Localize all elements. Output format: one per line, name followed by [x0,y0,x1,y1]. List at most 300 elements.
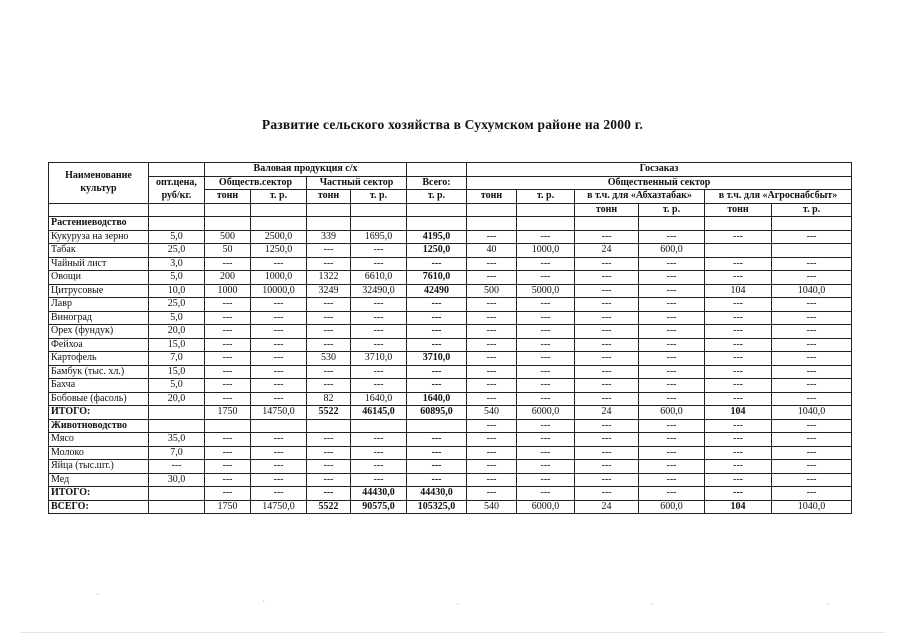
value-cell: --- [307,365,351,379]
value-cell: 1000,0 [517,244,575,258]
section-label: Растениеводство [49,217,149,231]
header-abkhaz: в т.ч. для «Абхазтабак» [575,190,705,204]
value-cell: --- [307,473,351,487]
value-cell: --- [575,379,639,393]
value-cell: 14750,0 [251,500,307,514]
scan-mark: · [456,600,460,611]
table-row [49,325,852,339]
value-cell: --- [772,230,852,244]
value-cell: 1040,0 [772,406,852,420]
value-cell: --- [467,379,517,393]
value-cell: --- [639,284,705,298]
table-row [49,257,852,271]
value-cell: --- [351,325,407,339]
value-cell: --- [639,338,705,352]
value-cell: --- [575,460,639,474]
crop-name: Картофель [49,352,149,366]
value-cell: --- [639,325,705,339]
value-cell: --- [467,487,517,501]
crop-name: Виноград [49,311,149,325]
header-tr: т. р. [517,190,575,204]
crop-name: ИТОГО: [49,406,149,420]
value-cell: --- [517,487,575,501]
table-row [49,365,852,379]
value-cell: 44430,0 [407,487,467,501]
value-cell: --- [517,338,575,352]
header-tr: т. р. [351,190,407,204]
opt-price [149,500,205,514]
value-cell: --- [517,298,575,312]
value-cell: --- [251,257,307,271]
value-cell: --- [205,433,251,447]
value-cell: --- [467,433,517,447]
value-cell: 24 [575,500,639,514]
opt-price [149,217,205,231]
value-cell: 600,0 [639,500,705,514]
value-cell: --- [467,257,517,271]
value-cell: --- [705,338,772,352]
value-cell: --- [351,365,407,379]
value-cell: --- [407,325,467,339]
value-cell: 600,0 [639,244,705,258]
header-tonn: тонн [205,190,251,204]
scan-mark: · [826,600,830,611]
value-cell: --- [205,460,251,474]
header-tr: т. р. [639,203,705,217]
value-cell: --- [772,338,852,352]
value-cell: 500 [467,284,517,298]
value-cell: --- [517,365,575,379]
value-cell [307,419,351,433]
value-cell: --- [772,392,852,406]
crop-name: Бобовые (фасоль) [49,392,149,406]
value-cell: 1250,0 [407,244,467,258]
value-cell: --- [307,487,351,501]
value-cell: --- [772,257,852,271]
value-cell: 1040,0 [772,284,852,298]
value-cell [772,244,852,258]
page-edge [20,632,885,633]
value-cell: --- [575,284,639,298]
table-row [49,284,852,298]
scan-mark: · [96,590,100,601]
value-cell: --- [251,379,307,393]
value-cell: --- [772,271,852,285]
section-row [49,419,852,433]
table-row [49,392,852,406]
value-cell: --- [772,325,852,339]
crop-name: Фейхоа [49,338,149,352]
header-tr: т. р. [772,203,852,217]
header-opt-price: опт.цена, руб/кг. [149,176,205,203]
value-cell: --- [772,433,852,447]
value-cell: --- [467,311,517,325]
value-cell: --- [705,446,772,460]
value-cell: --- [639,473,705,487]
opt-price: 25,0 [149,298,205,312]
header-goszakaz: Госзаказ [467,163,852,177]
value-cell: --- [639,379,705,393]
value-cell [407,217,467,231]
value-cell: --- [351,433,407,447]
section-row [49,217,852,231]
value-cell: --- [575,419,639,433]
crop-name: Чайный лист [49,257,149,271]
value-cell: --- [772,487,852,501]
opt-price: 5,0 [149,311,205,325]
value-cell: --- [251,352,307,366]
opt-price: 7,0 [149,352,205,366]
value-cell: --- [639,433,705,447]
value-cell: --- [351,338,407,352]
value-cell: --- [705,487,772,501]
value-cell: --- [575,473,639,487]
value-cell: --- [351,244,407,258]
header-gross: Валовая продукция с/х [205,163,407,177]
page-title: Развитие сельского хозяйства в Сухумском районе на 2000 г. [261,117,644,132]
crop-name: Цитрусовые [49,284,149,298]
value-cell [705,217,772,231]
value-cell: --- [251,365,307,379]
crop-name: Орех (фундук) [49,325,149,339]
crop-name: Молоко [49,446,149,460]
value-cell: 339 [307,230,351,244]
value-cell: 1750 [205,500,251,514]
value-cell: --- [251,338,307,352]
opt-price: --- [149,460,205,474]
value-cell: --- [251,325,307,339]
value-cell: --- [639,392,705,406]
value-cell: --- [467,460,517,474]
value-cell: 10000,0 [251,284,307,298]
value-cell: 3710,0 [407,352,467,366]
value-cell: --- [467,271,517,285]
table-row [49,244,852,258]
value-cell: --- [467,473,517,487]
value-cell: --- [251,473,307,487]
value-cell: 1640,0 [407,392,467,406]
value-cell: --- [639,352,705,366]
value-cell: --- [639,271,705,285]
value-cell: --- [251,392,307,406]
crop-name: Овощи [49,271,149,285]
value-cell: 600,0 [639,406,705,420]
value-cell: --- [772,473,852,487]
opt-price: 25,0 [149,244,205,258]
value-cell: --- [351,379,407,393]
value-cell [705,244,772,258]
value-cell: 540 [467,500,517,514]
value-cell: --- [517,446,575,460]
value-cell: 82 [307,392,351,406]
value-cell: --- [517,257,575,271]
value-cell: --- [705,257,772,271]
value-cell: 24 [575,244,639,258]
value-cell: --- [351,473,407,487]
table-row [49,298,852,312]
value-cell: --- [351,446,407,460]
scan-mark: · [650,600,654,611]
value-cell: --- [251,298,307,312]
value-cell: --- [772,446,852,460]
value-cell: --- [772,460,852,474]
value-cell: --- [205,446,251,460]
value-cell: 46145,0 [351,406,407,420]
value-cell: 2500,0 [251,230,307,244]
value-cell [772,217,852,231]
header-private-sector: Частный сектор [307,176,407,190]
value-cell: --- [205,352,251,366]
value-cell: --- [639,487,705,501]
value-cell: 105325,0 [407,500,467,514]
table-row [49,433,852,447]
header-tr: т. р. [407,190,467,204]
value-cell [307,217,351,231]
value-cell: --- [205,298,251,312]
value-cell: 104 [705,284,772,298]
value-cell [351,217,407,231]
value-cell: --- [251,460,307,474]
header-total: Всего: [407,176,467,190]
value-cell [575,217,639,231]
table-row [49,338,852,352]
value-cell: 1640,0 [351,392,407,406]
value-cell: 1750 [205,406,251,420]
table-row [49,446,852,460]
value-cell: --- [705,271,772,285]
value-cell: 1040,0 [772,500,852,514]
value-cell: --- [772,298,852,312]
value-cell: --- [772,419,852,433]
value-cell: --- [517,379,575,393]
value-cell: 5000,0 [517,284,575,298]
value-cell: 4195,0 [407,230,467,244]
value-cell: 5522 [307,500,351,514]
table-row [49,460,852,474]
value-cell: --- [407,338,467,352]
opt-price: 20,0 [149,392,205,406]
crop-name: ИТОГО: [49,487,149,501]
crop-name: ВСЕГО: [49,500,149,514]
value-cell: --- [705,433,772,447]
value-cell: 1322 [307,271,351,285]
value-cell: --- [467,446,517,460]
section-label: Животноводство [49,419,149,433]
table-row [49,271,852,285]
value-cell: --- [639,298,705,312]
opt-price [149,487,205,501]
value-cell: --- [467,419,517,433]
header-tonn: тонн [705,203,772,217]
value-cell: --- [251,446,307,460]
value-cell: --- [351,460,407,474]
value-cell: --- [517,473,575,487]
value-cell: --- [575,311,639,325]
value-cell: 3249 [307,284,351,298]
value-cell: --- [407,298,467,312]
value-cell: --- [517,311,575,325]
value-cell: --- [517,460,575,474]
value-cell: 5522 [307,406,351,420]
value-cell: 24 [575,406,639,420]
opt-price: 10,0 [149,284,205,298]
value-cell: --- [351,311,407,325]
value-cell: --- [307,298,351,312]
value-cell: 104 [705,406,772,420]
value-cell: --- [251,433,307,447]
header-tr: т. р. [251,190,307,204]
opt-price [149,419,205,433]
value-cell: --- [467,365,517,379]
value-cell: --- [575,446,639,460]
value-cell: --- [639,230,705,244]
value-cell [517,217,575,231]
value-cell: --- [407,257,467,271]
value-cell: --- [351,298,407,312]
value-cell: --- [467,298,517,312]
value-cell: 40 [467,244,517,258]
value-cell: --- [772,379,852,393]
value-cell: 90575,0 [351,500,407,514]
header-agro: в т.ч. для «Агроснабсбыт» [705,190,852,204]
opt-price: 5,0 [149,271,205,285]
value-cell: --- [307,244,351,258]
value-cell: 32490,0 [351,284,407,298]
header-public-sector-full: Общественный сектор [467,176,852,190]
value-cell [639,217,705,231]
value-cell: 6000,0 [517,500,575,514]
value-cell: --- [205,487,251,501]
value-cell: --- [705,352,772,366]
value-cell [407,419,467,433]
value-cell: 1250,0 [251,244,307,258]
value-cell: --- [467,230,517,244]
value-cell: --- [772,352,852,366]
table-row [49,473,852,487]
value-cell: --- [705,392,772,406]
grand-total-row [49,500,852,514]
value-cell: --- [705,460,772,474]
value-cell: --- [575,230,639,244]
crop-name: Кукуруза на зерно [49,230,149,244]
value-cell: --- [575,338,639,352]
opt-price: 5,0 [149,230,205,244]
value-cell: 44430,0 [351,487,407,501]
value-cell: --- [575,325,639,339]
value-cell: --- [705,298,772,312]
table-row [49,230,852,244]
value-cell: --- [639,460,705,474]
value-cell: --- [639,446,705,460]
value-cell: --- [407,311,467,325]
value-cell: --- [575,271,639,285]
value-cell [205,217,251,231]
value-cell: 1000,0 [251,271,307,285]
header-tonn: тонн [575,203,639,217]
value-cell: --- [639,257,705,271]
header-crop-name: Наименование культур [49,163,149,204]
value-cell [251,419,307,433]
table-row [49,311,852,325]
value-cell: 6000,0 [517,406,575,420]
opt-price: 15,0 [149,338,205,352]
opt-price: 35,0 [149,433,205,447]
value-cell: --- [307,446,351,460]
value-cell: --- [575,352,639,366]
value-cell: --- [467,392,517,406]
crop-name: Бамбук (тыс. хл.) [49,365,149,379]
value-cell: --- [205,379,251,393]
value-cell: --- [772,365,852,379]
crop-name: Бахча [49,379,149,393]
value-cell: --- [205,338,251,352]
value-cell: --- [307,338,351,352]
value-cell: --- [639,311,705,325]
value-cell: 50 [205,244,251,258]
header-tonn: тонн [307,190,351,204]
value-cell [205,419,251,433]
header-public-sector: Обществ.сектор [205,176,307,190]
value-cell: --- [205,365,251,379]
value-cell: 42490 [407,284,467,298]
value-cell: --- [467,325,517,339]
value-cell: --- [205,257,251,271]
value-cell: --- [205,311,251,325]
value-cell: --- [407,473,467,487]
value-cell: 7610,0 [407,271,467,285]
value-cell: --- [575,433,639,447]
value-cell: --- [251,487,307,501]
value-cell: --- [705,325,772,339]
value-cell: --- [639,365,705,379]
value-cell: --- [407,433,467,447]
value-cell: --- [307,460,351,474]
table-row [49,352,852,366]
total-row [49,487,852,501]
opt-price: 3,0 [149,257,205,271]
total-row [49,406,852,420]
value-cell: --- [517,433,575,447]
value-cell: --- [407,446,467,460]
opt-price [149,406,205,420]
value-cell: --- [772,311,852,325]
agriculture-table [48,162,852,514]
value-cell [251,217,307,231]
opt-price: 5,0 [149,379,205,393]
opt-price: 30,0 [149,473,205,487]
value-cell: 530 [307,352,351,366]
value-cell: --- [705,419,772,433]
opt-price: 15,0 [149,365,205,379]
opt-price: 7,0 [149,446,205,460]
value-cell: --- [517,325,575,339]
value-cell: 104 [705,500,772,514]
table-row [49,379,852,393]
value-cell: --- [467,338,517,352]
value-cell: --- [205,392,251,406]
value-cell: --- [705,379,772,393]
value-cell: --- [705,230,772,244]
value-cell: --- [517,352,575,366]
value-cell: --- [407,460,467,474]
value-cell: --- [307,325,351,339]
value-cell: --- [639,419,705,433]
value-cell: 1695,0 [351,230,407,244]
header-tonn: тонн [467,190,517,204]
value-cell: --- [307,379,351,393]
value-cell [351,419,407,433]
value-cell: --- [517,271,575,285]
